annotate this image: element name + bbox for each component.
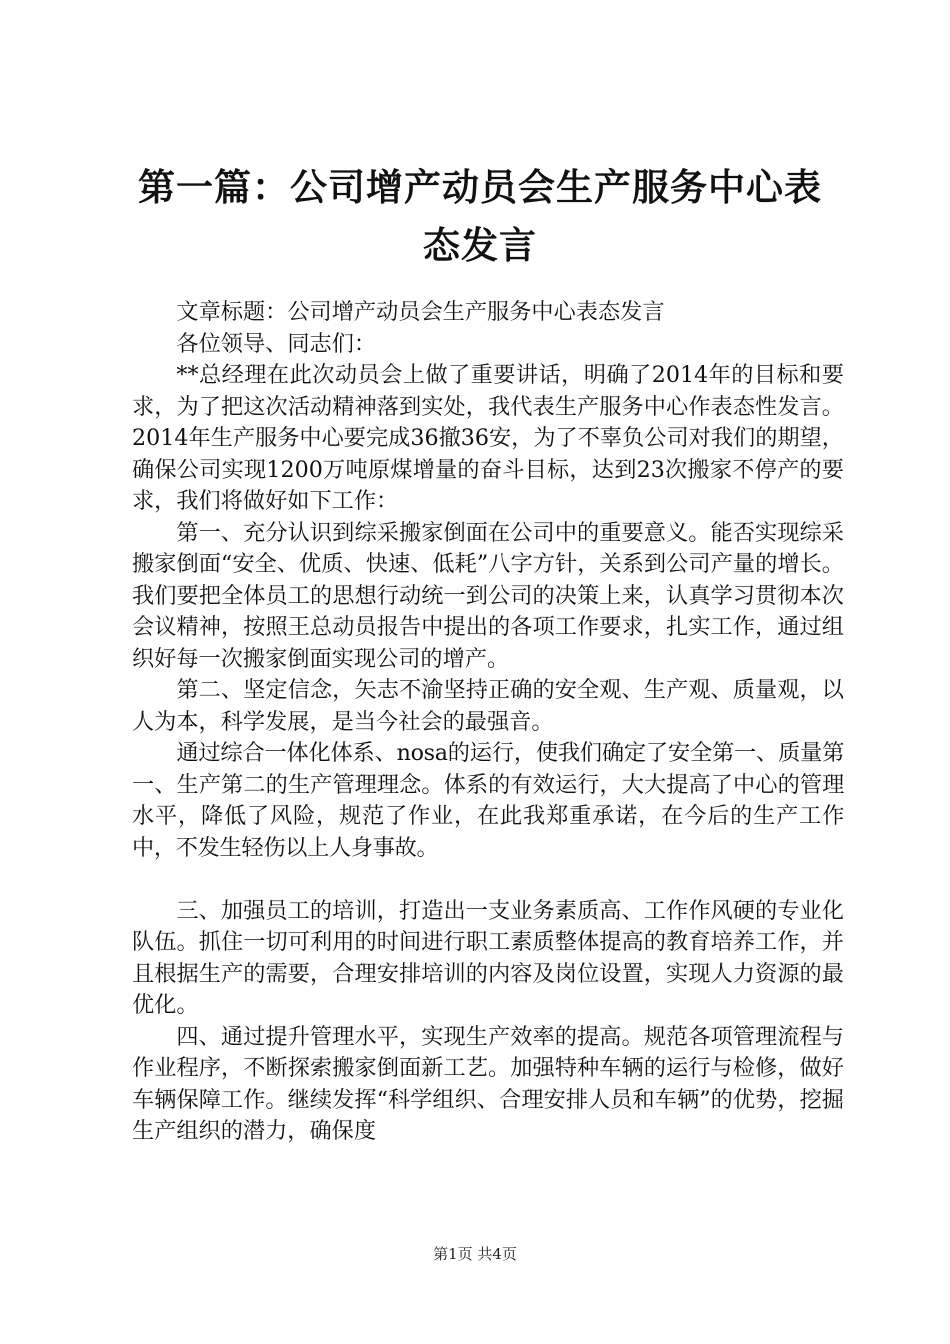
point-two-paragraph: 第二、坚定信念，矢志不渝坚持正确的安全观、生产观、质量观，以人为本，科学发展，是当今社会的最强音。 xyxy=(132,677,844,735)
point-four-paragraph: 四、通过提升管理水平，实现生产效率的提高。规范各项管理流程与作业程序，不断探索搬家倒面新工艺。加强特种车辆的运行与检修，做好车辆保障工作。继续发挥“科学组织、合理安排人员和车辆”的优势，挖掘生产组织的潜力，确保度 xyxy=(132,1023,844,1144)
paragraph-gap xyxy=(132,864,844,896)
point-one-paragraph: 第一、充分认识到综采搬家倒面在公司中的重要意义。能否实现综采搬家倒面“安全、优质、快速、低耗”八字方针，关系到公司产量的增长。我们要把全体员工的思想行动统一到公司的决策上来，认真学习贯彻本次会议精神，按照王总动员报告中提出的各项工作要求，扎实工作，通过组织好每一次搬家倒面实现公司的增产。 xyxy=(132,519,844,672)
salutation: 各位领导、同志们： xyxy=(176,330,377,357)
point-three-paragraph: 三、加强员工的培训，打造出一支业务素质高、工作作风硬的专业化队伍。抓住一切可利用的时间进行职工素质整体提高的教育培养工作，并且根据生产的需要，合理安排培训的内容及岗位设置，实现人力资源的最优化。 xyxy=(132,897,844,1018)
document-body xyxy=(132,297,844,1148)
article-title-line: 文章标题：公司增产动员会生产服务中心表态发言 xyxy=(176,299,665,325)
page-number-footer: 第1页 共4页 xyxy=(433,1245,517,1263)
safety-commitment-paragraph: 通过综合一体化体系、nosa的运行，使我们确定了安全第一、质量第一、生产第二的生产管理理念。体系的有效运行，大大提高了中心的管理水平，降低了风险，规范了作业，在此我郑重承诺，在今后的生产工作中，不发生轻伤以上人身事故。 xyxy=(132,740,844,861)
document-title: 第一篇：公司增产动员会生产服务中心表态发言 xyxy=(138,165,822,267)
intro-paragraph: **总经理在此次动员会上做了重要讲话，明确了2014年的目标和要求，为了把这次活动精神落到实处，我代表生产服务中心作表态性发言。2014年生产服务中心要完成36撤36安，为了不辜负公司对我们的期望，确保公司实现1200万吨原煤增量的奋斗目标，达到23次搬家不停产的要求，我们将做好如下工作： xyxy=(132,362,844,514)
